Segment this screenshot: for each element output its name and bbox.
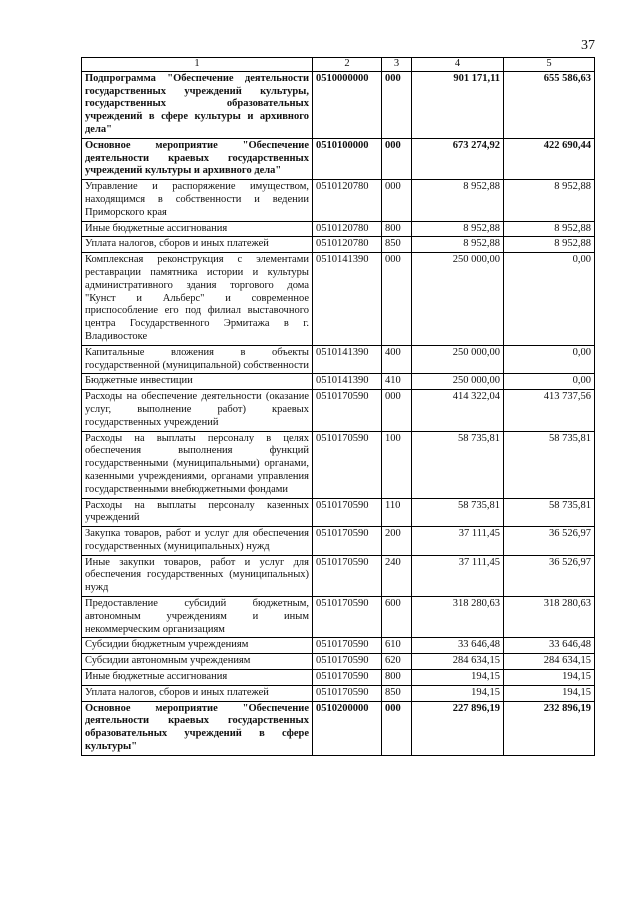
row-target-code-cell: 0510170590 — [313, 431, 382, 498]
row-amount-year1-cell: 414 322,04 — [412, 390, 504, 431]
row-name-cell: Закупка товаров, работ и услуг для обеспечения государственных (муниципальных) нужд — [82, 527, 313, 556]
row-amount-year2-cell: 58 735,81 — [504, 431, 595, 498]
row-amount-year2-cell: 8 952,88 — [504, 180, 595, 221]
row-name-cell: Подпрограмма "Обеспечение деятельности государственных учреждений культуры, государственных образовательных учреждений в сфере культуры и архивного дела" — [82, 71, 313, 138]
row-amount-year2-cell: 413 737,56 — [504, 390, 595, 431]
row-expense-type-cell: 000 — [382, 180, 412, 221]
table-row — [82, 685, 595, 701]
row-target-code-cell: 0510170590 — [313, 498, 382, 527]
table-row — [82, 701, 595, 755]
row-target-code-cell: 0510120780 — [313, 237, 382, 253]
row-name-cell: Расходы на выплаты персоналу в целях обеспечения выполнения функций государственными (муниципальными) органами, казенными учреждениями, органами управления государственными внебюджетными фондами — [82, 431, 313, 498]
table-row — [82, 253, 595, 346]
table-row — [82, 71, 595, 138]
table-row — [82, 431, 595, 498]
column-number-cell: 5 — [504, 58, 595, 72]
row-target-code-cell: 0510170590 — [313, 527, 382, 556]
row-amount-year1-cell: 901 171,11 — [412, 71, 504, 138]
row-target-code-cell: 0510170590 — [313, 390, 382, 431]
table-row — [82, 498, 595, 527]
row-expense-type-cell: 620 — [382, 654, 412, 670]
row-target-code-cell: 0510170590 — [313, 670, 382, 686]
row-target-code-cell: 0510141390 — [313, 345, 382, 374]
row-amount-year1-cell: 227 896,19 — [412, 701, 504, 755]
table-row — [82, 390, 595, 431]
budget-table — [81, 57, 595, 756]
row-amount-year2-cell: 422 690,44 — [504, 138, 595, 179]
column-number-cell: 4 — [412, 58, 504, 72]
row-amount-year1-cell: 250 000,00 — [412, 374, 504, 390]
row-amount-year2-cell: 36 526,97 — [504, 527, 595, 556]
row-amount-year2-cell: 194,15 — [504, 670, 595, 686]
row-amount-year2-cell: 36 526,97 — [504, 555, 595, 596]
row-target-code-cell: 0510170590 — [313, 638, 382, 654]
row-target-code-cell: 0510100000 — [313, 138, 382, 179]
row-amount-year1-cell: 194,15 — [412, 670, 504, 686]
table-row — [82, 237, 595, 253]
row-expense-type-cell: 850 — [382, 685, 412, 701]
row-name-cell: Бюджетные инвестиции — [82, 374, 313, 390]
row-amount-year1-cell: 58 735,81 — [412, 431, 504, 498]
row-target-code-cell: 0510141390 — [313, 374, 382, 390]
page-number: 37 — [581, 38, 595, 53]
row-target-code-cell: 0510170590 — [313, 597, 382, 638]
column-number-row — [82, 58, 595, 72]
row-name-cell: Основное мероприятие "Обеспечение деятельности краевых государственных учреждений культуры и архивного дела" — [82, 138, 313, 179]
table-row — [82, 138, 595, 179]
row-amount-year2-cell: 58 735,81 — [504, 498, 595, 527]
row-amount-year1-cell: 194,15 — [412, 685, 504, 701]
table-row — [82, 221, 595, 237]
row-name-cell: Расходы на обеспечение деятельности (оказание услуг, выполнение работ) краевых государственных учреждений — [82, 390, 313, 431]
row-name-cell: Субсидии автономным учреждениям — [82, 654, 313, 670]
row-target-code-cell: 0510000000 — [313, 71, 382, 138]
column-number-cell: 1 — [82, 58, 313, 72]
table-body — [82, 71, 595, 755]
row-amount-year2-cell: 318 280,63 — [504, 597, 595, 638]
row-amount-year1-cell: 673 274,92 — [412, 138, 504, 179]
row-amount-year2-cell: 0,00 — [504, 253, 595, 346]
row-amount-year2-cell: 0,00 — [504, 374, 595, 390]
row-name-cell: Комплексная реконструкция с элементами реставрации памятника истории и культуры административного здания торгового дома "Кунст и Альберс" и современное приспособление его под филиал выставочного центра Государственного Эрмитажа в г. Владивостоке — [82, 253, 313, 346]
row-amount-year2-cell: 655 586,63 — [504, 71, 595, 138]
row-name-cell: Предоставление субсидий бюджетным, автономным учреждениям и иным некоммерческим организациям — [82, 597, 313, 638]
table-row — [82, 374, 595, 390]
row-amount-year2-cell: 284 634,15 — [504, 654, 595, 670]
row-name-cell: Управление и распоряжение имуществом, находящимся в собственности и ведении Приморского края — [82, 180, 313, 221]
row-expense-type-cell: 110 — [382, 498, 412, 527]
row-amount-year2-cell: 0,00 — [504, 345, 595, 374]
row-name-cell: Субсидии бюджетным учреждениям — [82, 638, 313, 654]
row-target-code-cell: 0510170590 — [313, 654, 382, 670]
row-amount-year2-cell: 232 896,19 — [504, 701, 595, 755]
row-expense-type-cell: 240 — [382, 555, 412, 596]
row-name-cell: Расходы на выплаты персоналу казенных учреждений — [82, 498, 313, 527]
row-amount-year1-cell: 33 646,48 — [412, 638, 504, 654]
row-expense-type-cell: 800 — [382, 221, 412, 237]
row-expense-type-cell: 200 — [382, 527, 412, 556]
row-name-cell: Уплата налогов, сборов и иных платежей — [82, 237, 313, 253]
row-target-code-cell: 0510120780 — [313, 221, 382, 237]
row-expense-type-cell: 000 — [382, 138, 412, 179]
column-number-cell: 2 — [313, 58, 382, 72]
row-name-cell: Основное мероприятие "Обеспечение деятельности краевых государственных образовательных учреждений в сфере культуры" — [82, 701, 313, 755]
row-expense-type-cell: 000 — [382, 71, 412, 138]
row-amount-year1-cell: 250 000,00 — [412, 253, 504, 346]
table-row — [82, 527, 595, 556]
table-row — [82, 638, 595, 654]
row-amount-year2-cell: 8 952,88 — [504, 237, 595, 253]
row-expense-type-cell: 400 — [382, 345, 412, 374]
row-name-cell: Уплата налогов, сборов и иных платежей — [82, 685, 313, 701]
row-target-code-cell: 0510170590 — [313, 685, 382, 701]
table-row — [82, 555, 595, 596]
row-amount-year1-cell: 8 952,88 — [412, 237, 504, 253]
row-expense-type-cell: 000 — [382, 701, 412, 755]
column-number-cell: 3 — [382, 58, 412, 72]
row-name-cell: Капитальные вложения в объекты государственной (муниципальной) собственности — [82, 345, 313, 374]
row-amount-year1-cell: 250 000,00 — [412, 345, 504, 374]
row-amount-year1-cell: 8 952,88 — [412, 180, 504, 221]
row-target-code-cell: 0510200000 — [313, 701, 382, 755]
row-target-code-cell: 0510120780 — [313, 180, 382, 221]
row-expense-type-cell: 800 — [382, 670, 412, 686]
table-row — [82, 180, 595, 221]
row-expense-type-cell: 610 — [382, 638, 412, 654]
row-target-code-cell: 0510141390 — [313, 253, 382, 346]
row-expense-type-cell: 000 — [382, 390, 412, 431]
row-amount-year2-cell: 194,15 — [504, 685, 595, 701]
row-amount-year2-cell: 33 646,48 — [504, 638, 595, 654]
row-expense-type-cell: 600 — [382, 597, 412, 638]
row-amount-year1-cell: 284 634,15 — [412, 654, 504, 670]
row-expense-type-cell: 000 — [382, 253, 412, 346]
row-expense-type-cell: 410 — [382, 374, 412, 390]
row-expense-type-cell: 850 — [382, 237, 412, 253]
table-row — [82, 345, 595, 374]
table-row — [82, 670, 595, 686]
row-amount-year1-cell: 318 280,63 — [412, 597, 504, 638]
row-target-code-cell: 0510170590 — [313, 555, 382, 596]
row-amount-year1-cell: 37 111,45 — [412, 555, 504, 596]
row-expense-type-cell: 100 — [382, 431, 412, 498]
table-row — [82, 654, 595, 670]
row-amount-year1-cell: 8 952,88 — [412, 221, 504, 237]
row-name-cell: Иные закупки товаров, работ и услуг для обеспечения государственных (муниципальных) нужд — [82, 555, 313, 596]
row-amount-year1-cell: 58 735,81 — [412, 498, 504, 527]
row-name-cell: Иные бюджетные ассигнования — [82, 670, 313, 686]
table-row — [82, 597, 595, 638]
row-name-cell: Иные бюджетные ассигнования — [82, 221, 313, 237]
row-amount-year1-cell: 37 111,45 — [412, 527, 504, 556]
row-amount-year2-cell: 8 952,88 — [504, 221, 595, 237]
